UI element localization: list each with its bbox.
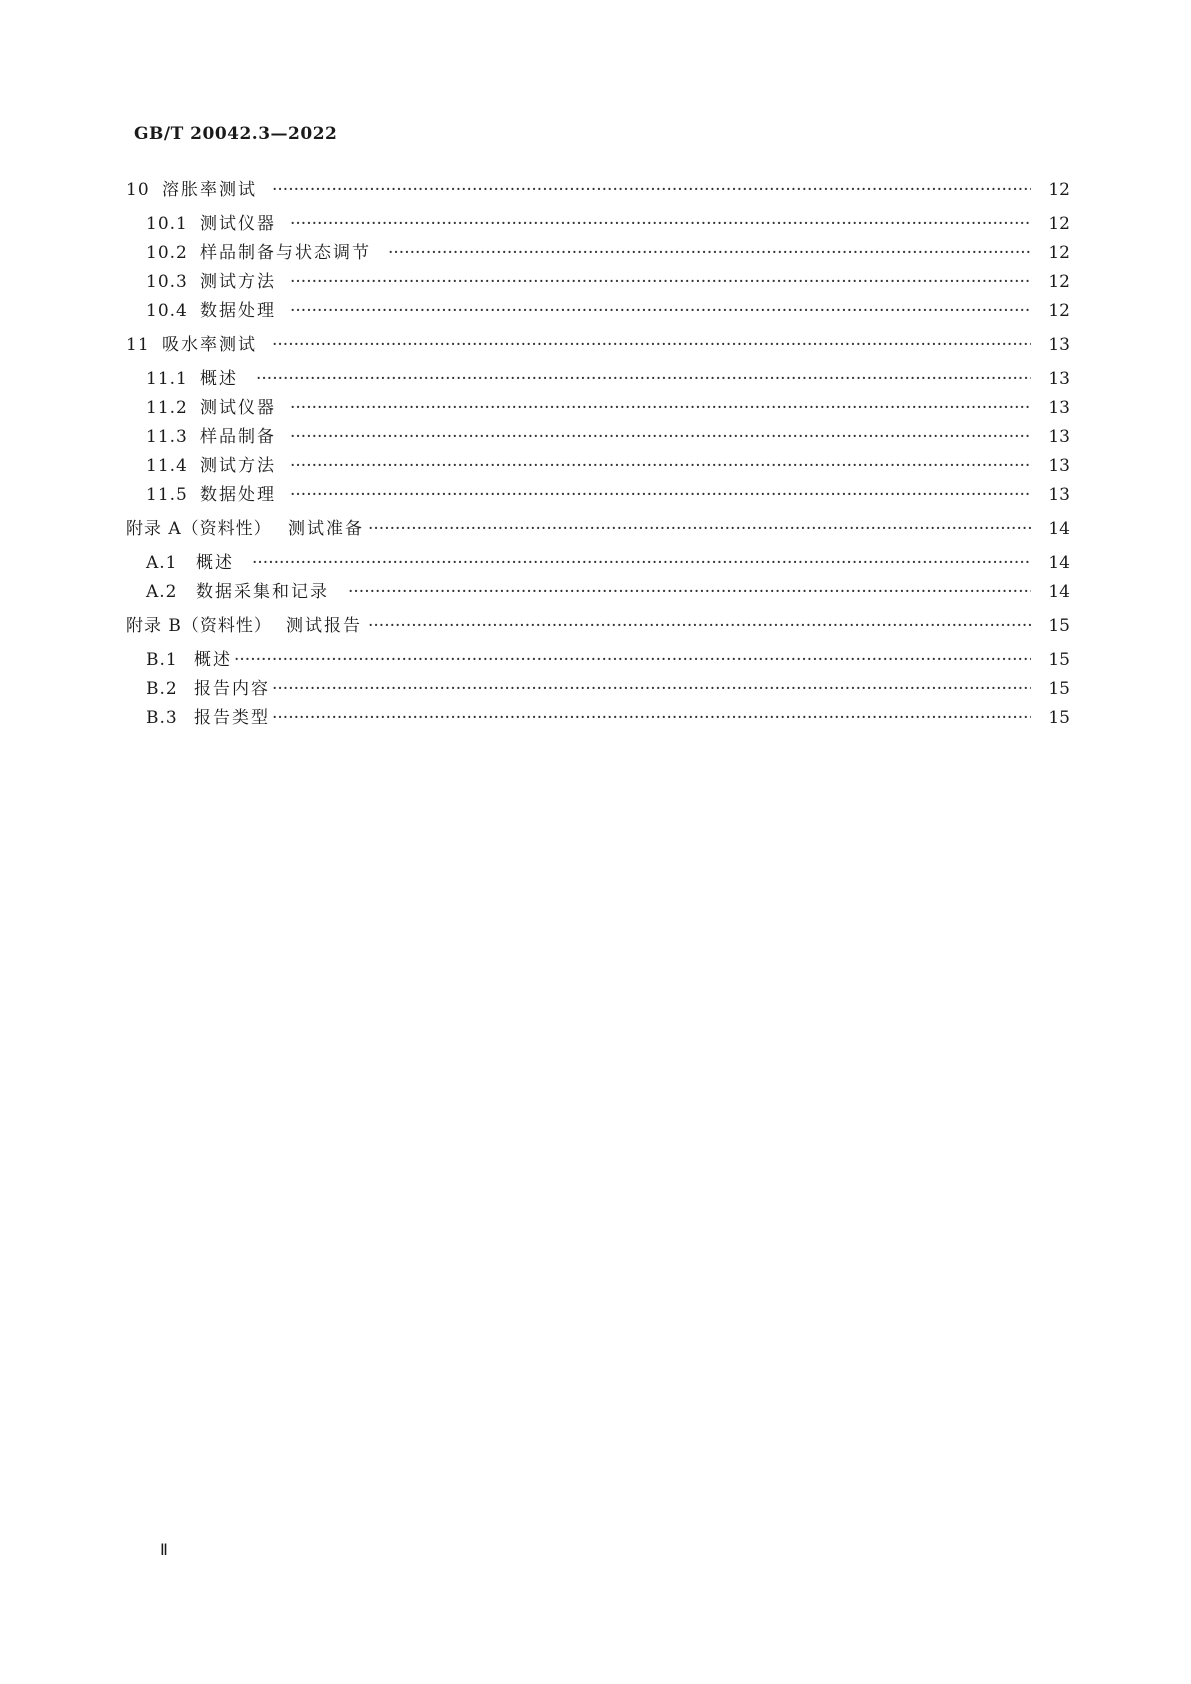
toc-entry[interactable] xyxy=(0,614,1191,638)
toc-entry-number: A.1 xyxy=(146,553,178,573)
toc-entry[interactable] xyxy=(0,706,1191,730)
toc-entry-title: 吸水率测试 xyxy=(162,335,257,355)
toc-entry-title: 报告内容 xyxy=(194,679,270,699)
toc-entry-title: 测试仪器 xyxy=(200,214,276,234)
toc-entry-page: 14 xyxy=(1048,582,1070,602)
toc-entry-title: 数据处理 xyxy=(200,301,276,321)
toc-entry-number: B.3 xyxy=(146,708,178,728)
standard-code: GB/T 20042.3—2022 xyxy=(134,124,338,144)
toc-entry-title: 测试方法 xyxy=(200,272,276,292)
toc-entry-title: 样品制备 xyxy=(200,427,276,447)
toc-leader-dots xyxy=(272,706,1031,730)
toc-entry[interactable] xyxy=(0,241,1191,265)
toc-entry-number: 附录 A（资料性） xyxy=(126,519,272,539)
toc-entry-page: 12 xyxy=(1048,272,1070,292)
toc-entry[interactable] xyxy=(0,212,1191,236)
toc-leader-dots xyxy=(290,483,1031,507)
toc-entry-number: 10.3 xyxy=(146,272,188,292)
toc-leader-dots xyxy=(290,454,1031,478)
toc-entry[interactable] xyxy=(0,367,1191,391)
toc-entry[interactable] xyxy=(0,483,1191,507)
toc-entry-number: 11.1 xyxy=(146,369,188,389)
toc-entry-title: 数据采集和记录 xyxy=(196,582,329,602)
toc-entry-page: 13 xyxy=(1048,456,1070,476)
toc-entry-title: 样品制备与状态调节 xyxy=(200,243,371,263)
toc-leader-dots xyxy=(272,178,1031,202)
toc-entry-title: 概述 xyxy=(200,369,238,389)
toc-entry[interactable] xyxy=(0,396,1191,420)
toc-entry-number: 10.1 xyxy=(146,214,188,234)
toc-entry-page: 14 xyxy=(1048,553,1070,573)
toc-entry-page: 14 xyxy=(1048,519,1070,539)
toc-entry-number: 11.2 xyxy=(146,398,188,418)
toc-entry-page: 13 xyxy=(1048,427,1070,447)
toc-entry-title: 测试方法 xyxy=(200,456,276,476)
toc-entry-title: 测试准备 xyxy=(288,519,364,539)
toc-entry-number: 10.2 xyxy=(146,243,188,263)
toc-entry[interactable] xyxy=(0,333,1191,357)
toc-leader-dots xyxy=(252,551,1031,575)
toc-entry-page: 13 xyxy=(1048,369,1070,389)
toc-entry-number: 10.4 xyxy=(146,301,188,321)
toc-entry-number: B.2 xyxy=(146,679,178,699)
toc-entry[interactable] xyxy=(0,517,1191,541)
toc-entry-title: 数据处理 xyxy=(200,485,276,505)
toc-leader-dots xyxy=(272,333,1031,357)
toc-entry-title: 测试仪器 xyxy=(200,398,276,418)
toc-leader-dots xyxy=(290,299,1031,323)
toc-leader-dots xyxy=(290,212,1031,236)
toc-entry[interactable] xyxy=(0,648,1191,672)
toc-entry[interactable] xyxy=(0,677,1191,701)
toc-entry-title: 概述 xyxy=(196,553,234,573)
toc-entry-number: B.1 xyxy=(146,650,178,670)
toc-leader-dots xyxy=(272,677,1031,701)
toc-entry-title: 概述 xyxy=(194,650,232,670)
toc-entry[interactable] xyxy=(0,299,1191,323)
toc-entry-title: 测试报告 xyxy=(286,616,362,636)
toc-entry[interactable] xyxy=(0,178,1191,202)
toc-entry-page: 12 xyxy=(1048,301,1070,321)
toc-entry[interactable] xyxy=(0,425,1191,449)
toc-entry-page: 15 xyxy=(1048,616,1070,636)
toc-leader-dots xyxy=(368,614,1031,638)
toc-entry-number: 11.5 xyxy=(146,485,188,505)
toc-entry-page: 15 xyxy=(1048,650,1070,670)
toc-entry[interactable] xyxy=(0,580,1191,604)
page-number: Ⅱ xyxy=(160,1540,168,1559)
toc-entry-page: 13 xyxy=(1048,398,1070,418)
toc-entry-title: 溶胀率测试 xyxy=(162,180,257,200)
toc-leader-dots xyxy=(348,580,1031,604)
toc-entry-number: A.2 xyxy=(146,582,178,602)
toc-entry-page: 12 xyxy=(1048,243,1070,263)
toc-entry-number: 11 xyxy=(126,335,150,355)
toc-entry-page: 12 xyxy=(1048,214,1070,234)
toc-leader-dots xyxy=(388,241,1031,265)
toc-entry-number: 11.3 xyxy=(146,427,188,447)
toc-entry[interactable] xyxy=(0,454,1191,478)
toc-leader-dots xyxy=(234,648,1031,672)
toc-entry-number: 10 xyxy=(126,180,150,200)
toc-leader-dots xyxy=(290,396,1031,420)
toc-entry-page: 13 xyxy=(1048,485,1070,505)
toc-entry-page: 12 xyxy=(1048,180,1070,200)
toc-leader-dots xyxy=(256,367,1031,391)
toc-entry-page: 13 xyxy=(1048,335,1070,355)
toc-leader-dots xyxy=(368,517,1031,541)
toc-entry-number: 11.4 xyxy=(146,456,188,476)
toc-entry[interactable] xyxy=(0,551,1191,575)
toc-entry-title: 报告类型 xyxy=(194,708,270,728)
toc-entry-page: 15 xyxy=(1048,708,1070,728)
toc-leader-dots xyxy=(290,270,1031,294)
toc-leader-dots xyxy=(290,425,1031,449)
toc-entry-page: 15 xyxy=(1048,679,1070,699)
toc-entry[interactable] xyxy=(0,270,1191,294)
toc-entry-number: 附录 B（资料性） xyxy=(126,616,272,636)
